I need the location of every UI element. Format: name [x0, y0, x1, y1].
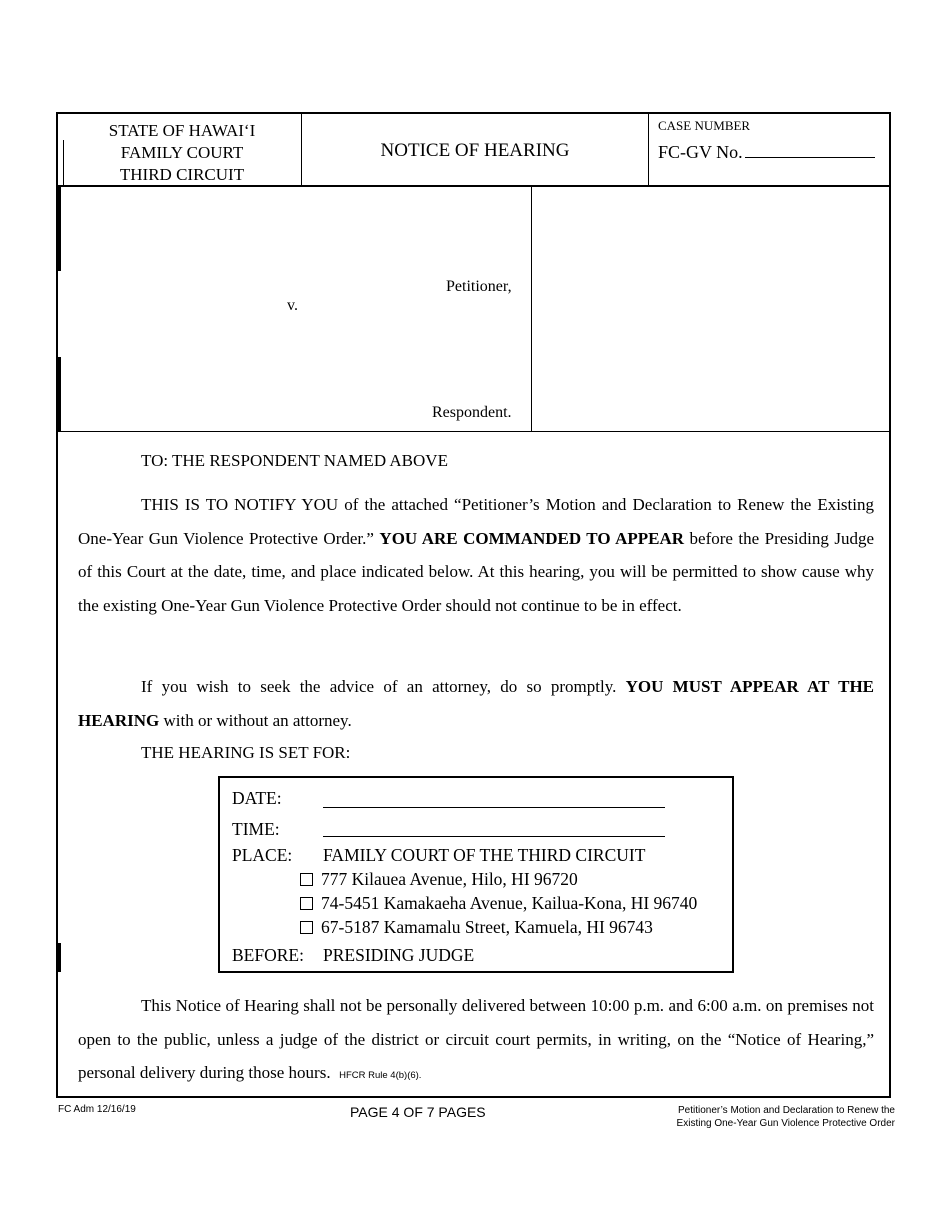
form-frame — [56, 112, 891, 1098]
location-option — [300, 869, 578, 890]
form-id: FC Adm 12/16/19 — [58, 1104, 136, 1115]
attorney-text-b: with or without an attorney. — [159, 710, 352, 730]
caption-bottom-rule — [58, 431, 889, 432]
delivery-text: This Notice of Hearing shall not be personally delivered between 10:00 p.m. and 6:00 a.m. on premises not open to the public, unless a judge of the district or circuit court permits, in writing, on the “Notice of Hearing,” personal delivery during those hours. — [78, 996, 874, 1082]
respondent-label: Respondent. — [432, 404, 512, 421]
court-division: FAMILY COURT — [120, 143, 244, 162]
time-row — [232, 819, 323, 840]
place-row — [232, 845, 645, 866]
footer-doc-title — [600, 1104, 895, 1130]
hilo-checkbox[interactable] — [300, 873, 313, 886]
court-name-block — [63, 120, 301, 186]
place-label: PLACE: — [232, 845, 293, 865]
court-circuit: THIRD CIRCUIT — [119, 165, 245, 184]
caption-divider — [531, 187, 532, 431]
must-appear: YOU MUST APPEAR AT THE HEARING — [78, 677, 875, 730]
place-value: FAMILY COURT OF THE THIRD CIRCUIT — [323, 845, 646, 865]
case-number-blank[interactable] — [745, 141, 875, 158]
before-label: BEFORE: — [232, 945, 304, 965]
hearing-set-for: THE HEARING IS SET FOR: — [141, 743, 351, 762]
location-label: 777 Kilauea Avenue, Hilo, HI 96720 — [321, 869, 578, 889]
attorney-text-a: If you wish to seek the advice of an attorney, do so promptly. — [141, 677, 626, 696]
time-label: TIME: — [232, 819, 280, 839]
versus-label: v. — [287, 297, 298, 314]
notify-text-a: THIS IS TO NOTIFY YOU of the attached “Petitioner’s Motion and Declaration to Renew the Existing One-Year Gun Violence Protective Order.” — [78, 495, 874, 548]
rule-citation: HFCR Rule 4(b)(6). — [339, 1070, 422, 1081]
header-divider-right — [648, 114, 649, 185]
kona-checkbox[interactable] — [300, 897, 313, 910]
commanded-to-appear: YOU ARE COMMANDED TO APPEAR — [379, 528, 685, 548]
time-blank[interactable] — [323, 836, 665, 837]
petitioner-label: Petitioner, — [446, 278, 512, 295]
date-label: DATE: — [232, 788, 282, 808]
hearing-details-box — [218, 776, 734, 973]
caption-left-edge-bottom — [58, 357, 61, 431]
to-line: TO: THE RESPONDENT NAMED ABOVE — [141, 451, 448, 470]
caption-left-edge-top — [58, 187, 61, 271]
before-value: PRESIDING JUDGE — [323, 945, 475, 965]
attorney-paragraph — [78, 670, 874, 737]
document-title: NOTICE OF HEARING — [380, 140, 570, 161]
footer-doc-title-line1: Petitioner’s Motion and Declaration to Renew the — [678, 1105, 895, 1116]
page-number: PAGE 4 OF 7 PAGES — [350, 1104, 486, 1120]
before-row — [232, 945, 474, 966]
delivery-paragraph — [78, 989, 874, 1093]
location-option — [300, 893, 697, 914]
case-number-prefix: FC-GV No. — [658, 142, 743, 162]
location-label: 74-5451 Kamakaeha Avenue, Kailua-Kona, HI 96740 — [321, 893, 698, 913]
date-row — [232, 788, 323, 809]
box-side-mark — [58, 943, 61, 972]
notify-text-b: before the Presiding Judge of this Court at the date, time, and place indicated below. At this hearing, you will be permitted to show cause why the existing One-Year Gun Violence Protective Order should not continue to be in effect. — [78, 528, 875, 615]
kamuela-checkbox[interactable] — [300, 921, 313, 934]
notify-paragraph — [78, 488, 874, 622]
date-blank[interactable] — [323, 807, 665, 808]
footer-doc-title-line2: Existing One-Year Gun Violence Protective Order — [676, 1118, 895, 1129]
location-option — [300, 917, 653, 938]
case-number-label: CASE NUMBER — [658, 118, 751, 133]
court-state: STATE OF HAWAI‘I — [108, 121, 256, 140]
location-label: 67-5187 Kamamalu Street, Kamuela, HI 96743 — [321, 917, 653, 937]
case-number-field — [658, 141, 875, 163]
